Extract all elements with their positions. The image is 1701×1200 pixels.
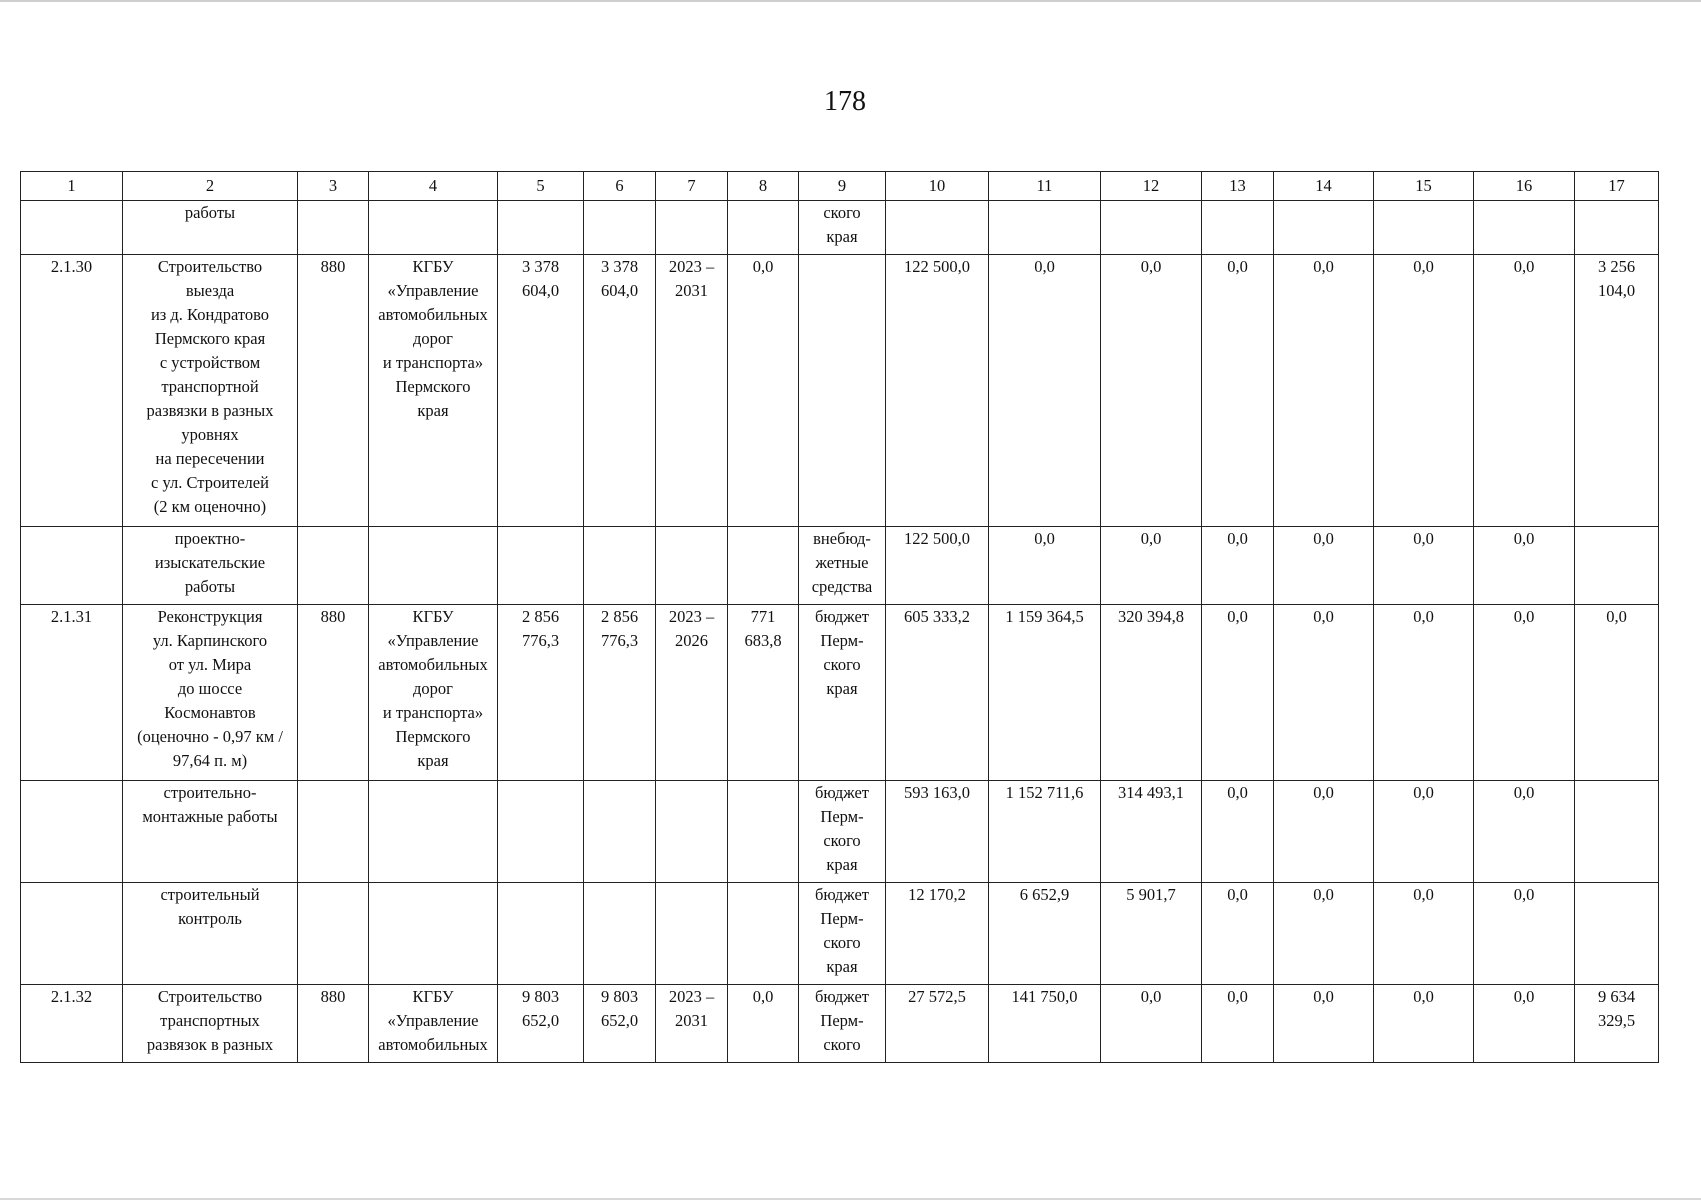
table-cell bbox=[498, 201, 584, 255]
table-cell: 2023 – 2031 bbox=[656, 255, 728, 527]
table-cell: 0,0 bbox=[1274, 527, 1374, 605]
table-cell: бюджет Перм- ского края bbox=[799, 781, 886, 883]
table-cell bbox=[498, 527, 584, 605]
table-cell: 9 803 652,0 bbox=[498, 985, 584, 1063]
table-cell: 593 163,0 bbox=[886, 781, 989, 883]
table-cell bbox=[21, 883, 123, 985]
table-cell: 122 500,0 bbox=[886, 255, 989, 527]
header-cell: 14 bbox=[1274, 172, 1374, 201]
table-cell: 0,0 bbox=[728, 985, 799, 1063]
table-cell: 0,0 bbox=[1274, 255, 1374, 527]
table-cell bbox=[584, 781, 656, 883]
table-cell bbox=[584, 201, 656, 255]
table-cell bbox=[1474, 201, 1575, 255]
table-cell bbox=[498, 781, 584, 883]
table-cell: 12 170,2 bbox=[886, 883, 989, 985]
header-cell: 12 bbox=[1101, 172, 1202, 201]
table-cell: 0,0 bbox=[1274, 605, 1374, 781]
table-cell: 6 652,9 bbox=[989, 883, 1101, 985]
header-cell: 9 bbox=[799, 172, 886, 201]
table-cell: бюджет Перм- ского края bbox=[799, 883, 886, 985]
table-cell bbox=[886, 201, 989, 255]
table-row bbox=[21, 605, 1659, 781]
header-cell: 2 bbox=[123, 172, 298, 201]
table-cell: Строительство транспортных развязок в разных bbox=[123, 985, 298, 1063]
table-cell: 314 493,1 bbox=[1101, 781, 1202, 883]
table-row bbox=[21, 201, 1659, 255]
table-cell: 3 378 604,0 bbox=[584, 255, 656, 527]
table-cell: 0,0 bbox=[1474, 527, 1575, 605]
table-cell bbox=[298, 201, 369, 255]
header-cell: 13 bbox=[1202, 172, 1274, 201]
table-cell bbox=[21, 527, 123, 605]
table-row bbox=[21, 883, 1659, 985]
table-cell: 0,0 bbox=[989, 527, 1101, 605]
header-cell: 7 bbox=[656, 172, 728, 201]
table-cell: 0,0 bbox=[1274, 883, 1374, 985]
table-cell: 605 333,2 bbox=[886, 605, 989, 781]
table-cell bbox=[1575, 201, 1659, 255]
table-cell bbox=[369, 201, 498, 255]
table-cell: ского края bbox=[799, 201, 886, 255]
header-row bbox=[21, 172, 1659, 201]
table-cell bbox=[656, 781, 728, 883]
table-cell: 0,0 bbox=[1274, 985, 1374, 1063]
table-cell: 0,0 bbox=[1101, 527, 1202, 605]
table-cell: 122 500,0 bbox=[886, 527, 989, 605]
table-cell: 771 683,8 bbox=[728, 605, 799, 781]
table-cell: Строительство выезда из д. Кондратово Пермского края с устройством транспортной развязки в разных уровнях на пересечении с ул. Строителей (2 км оценочно) bbox=[123, 255, 298, 527]
table-cell: 880 bbox=[298, 985, 369, 1063]
table-cell: КГБУ «Управление автомобильных дорог и транспорта» Пермского края bbox=[369, 255, 498, 527]
table-cell bbox=[1575, 883, 1659, 985]
table-cell bbox=[728, 781, 799, 883]
table-cell bbox=[1575, 781, 1659, 883]
table-cell: работы bbox=[123, 201, 298, 255]
table-cell: 0,0 bbox=[728, 255, 799, 527]
table-cell bbox=[1101, 201, 1202, 255]
table-cell: 0,0 bbox=[1374, 781, 1474, 883]
table-cell: 0,0 bbox=[1374, 255, 1474, 527]
table-cell: 0,0 bbox=[1474, 255, 1575, 527]
table-cell bbox=[369, 781, 498, 883]
table-cell bbox=[728, 527, 799, 605]
table-cell: 880 bbox=[298, 255, 369, 527]
table-cell bbox=[656, 527, 728, 605]
table-cell: 3 256 104,0 bbox=[1575, 255, 1659, 527]
table-cell: 2 856 776,3 bbox=[498, 605, 584, 781]
table-cell: Реконструкция ул. Карпинского от ул. Мира до шоссе Космонавтов (оценочно - 0,97 км / 97,64 п. м) bbox=[123, 605, 298, 781]
table-cell: 0,0 bbox=[1374, 605, 1474, 781]
table-cell: 9 634 329,5 bbox=[1575, 985, 1659, 1063]
table-cell: 1 152 711,6 bbox=[989, 781, 1101, 883]
header-cell: 4 bbox=[369, 172, 498, 201]
table-cell: 2.1.32 bbox=[21, 985, 123, 1063]
table-cell: 0,0 bbox=[1374, 985, 1474, 1063]
table-cell: 0,0 bbox=[1202, 985, 1274, 1063]
table-cell bbox=[369, 883, 498, 985]
table-cell: 320 394,8 bbox=[1101, 605, 1202, 781]
table-row bbox=[21, 255, 1659, 527]
table-cell bbox=[584, 527, 656, 605]
table-cell bbox=[584, 883, 656, 985]
table-cell: внебюд- жетные средства bbox=[799, 527, 886, 605]
table-body bbox=[21, 172, 1659, 1063]
table-cell: 5 901,7 bbox=[1101, 883, 1202, 985]
table-cell bbox=[369, 527, 498, 605]
header-cell: 15 bbox=[1374, 172, 1474, 201]
table-cell bbox=[21, 781, 123, 883]
table-cell bbox=[728, 883, 799, 985]
header-cell: 10 bbox=[886, 172, 989, 201]
header-cell: 1 bbox=[21, 172, 123, 201]
table-cell bbox=[298, 781, 369, 883]
table-cell: 0,0 bbox=[1202, 527, 1274, 605]
table-cell: 0,0 bbox=[1374, 883, 1474, 985]
table-cell: 1 159 364,5 bbox=[989, 605, 1101, 781]
table-cell: 880 bbox=[298, 605, 369, 781]
table-cell: КГБУ «Управление автомобильных дорог и транспорта» Пермского края bbox=[369, 605, 498, 781]
table-cell bbox=[1374, 201, 1474, 255]
table-cell bbox=[1274, 201, 1374, 255]
table-cell: 0,0 bbox=[989, 255, 1101, 527]
table-cell: 0,0 bbox=[1202, 883, 1274, 985]
table-cell: 0,0 bbox=[1374, 527, 1474, 605]
table-cell bbox=[298, 527, 369, 605]
table-cell: строительно- монтажные работы bbox=[123, 781, 298, 883]
table-cell bbox=[799, 255, 886, 527]
table-cell: 3 378 604,0 bbox=[498, 255, 584, 527]
table-cell bbox=[989, 201, 1101, 255]
table-cell bbox=[656, 201, 728, 255]
header-cell: 17 bbox=[1575, 172, 1659, 201]
table-cell: 9 803 652,0 bbox=[584, 985, 656, 1063]
table-cell bbox=[298, 883, 369, 985]
table-cell: 0,0 bbox=[1202, 605, 1274, 781]
table-cell: 0,0 bbox=[1474, 605, 1575, 781]
table-cell: 0,0 bbox=[1202, 781, 1274, 883]
table-cell: 2023 – 2026 bbox=[656, 605, 728, 781]
table-cell: 2.1.30 bbox=[21, 255, 123, 527]
table-cell: 0,0 bbox=[1274, 781, 1374, 883]
table-cell: 141 750,0 bbox=[989, 985, 1101, 1063]
table-cell: 27 572,5 bbox=[886, 985, 989, 1063]
scan-top-edge bbox=[0, 0, 1701, 2]
table-row bbox=[21, 781, 1659, 883]
header-cell: 3 bbox=[298, 172, 369, 201]
header-cell: 16 bbox=[1474, 172, 1575, 201]
table-cell: 2.1.31 bbox=[21, 605, 123, 781]
table-cell bbox=[656, 883, 728, 985]
table-cell: 2 856 776,3 bbox=[584, 605, 656, 781]
table-row bbox=[21, 985, 1659, 1063]
table-cell: строительный контроль bbox=[123, 883, 298, 985]
table-cell bbox=[1575, 527, 1659, 605]
table-cell: 0,0 bbox=[1474, 781, 1575, 883]
budget-table bbox=[20, 171, 1659, 1063]
table-cell: 0,0 bbox=[1474, 985, 1575, 1063]
table-cell: 2023 – 2031 bbox=[656, 985, 728, 1063]
header-cell: 5 bbox=[498, 172, 584, 201]
table-cell: 0,0 bbox=[1101, 985, 1202, 1063]
table-cell: бюджет Перм- ского края bbox=[799, 605, 886, 781]
page-number: 178 bbox=[824, 86, 866, 117]
header-cell: 8 bbox=[728, 172, 799, 201]
table-cell bbox=[728, 201, 799, 255]
header-cell: 11 bbox=[989, 172, 1101, 201]
table-cell bbox=[1202, 201, 1274, 255]
table-cell: 0,0 bbox=[1575, 605, 1659, 781]
table-cell: 0,0 bbox=[1474, 883, 1575, 985]
table-cell: проектно- изыскательские работы bbox=[123, 527, 298, 605]
table-cell: бюджет Перм- ского bbox=[799, 985, 886, 1063]
table-cell: 0,0 bbox=[1202, 255, 1274, 527]
table-cell bbox=[21, 201, 123, 255]
table-cell bbox=[498, 883, 584, 985]
table-cell: 0,0 bbox=[1101, 255, 1202, 527]
table-cell: КГБУ «Управление автомобильных bbox=[369, 985, 498, 1063]
header-cell: 6 bbox=[584, 172, 656, 201]
table-row bbox=[21, 527, 1659, 605]
